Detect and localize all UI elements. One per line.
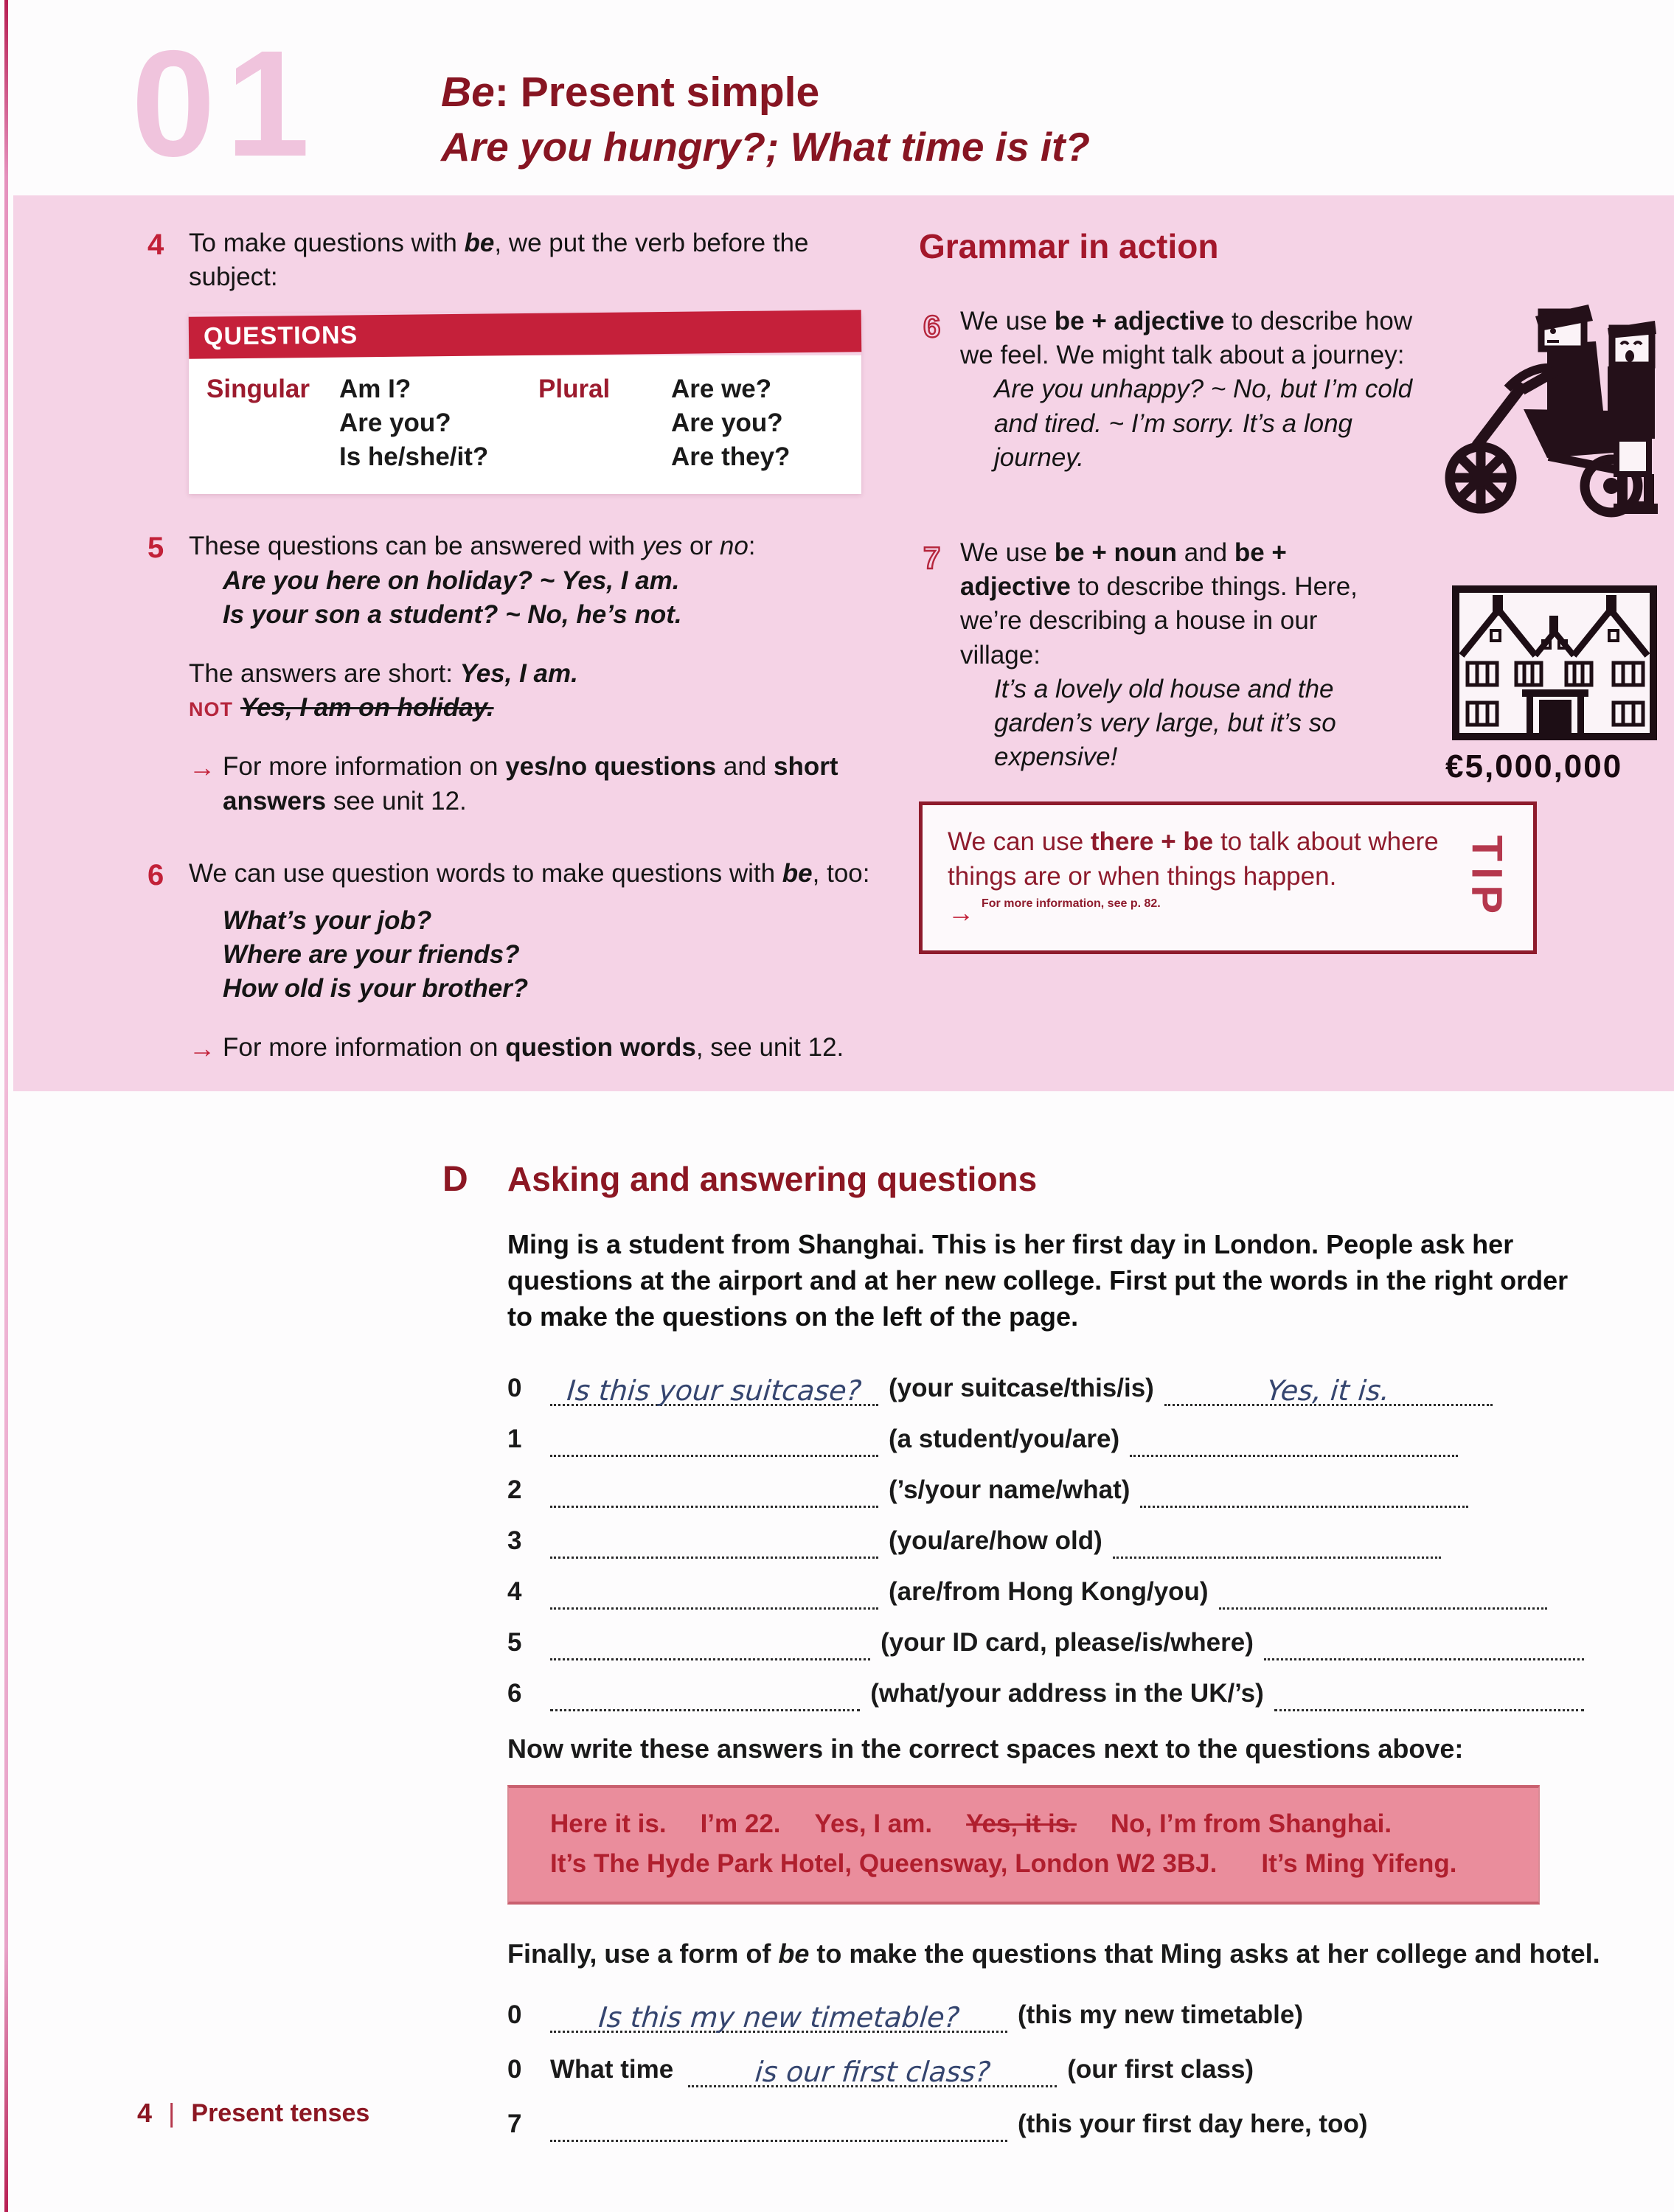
question-start: What time — [550, 2055, 674, 2084]
grammar-in-action-heading: Grammar in action — [919, 227, 1219, 265]
not-line — [189, 691, 885, 725]
finally-instruction: Finally, use a form of be to make the questions that Ming asks at her college and hotel. — [507, 1938, 1600, 1969]
exercise-row: 1 (a student/you/are) — [507, 1419, 1584, 1457]
question-blank — [550, 1571, 878, 1610]
arrow-icon: → — [189, 752, 215, 783]
exercise-row: 2 (’s/your name/what) — [507, 1470, 1584, 1508]
house-price: €5,000,000 — [1445, 748, 1623, 785]
footer-section-title: Present tenses — [191, 2098, 370, 2127]
point-lead: We use be + adjective to describe how we feel. We might talk about a journey: — [960, 307, 1413, 370]
exercise-items — [507, 1368, 1584, 1711]
question-blank — [550, 1622, 870, 1660]
unit-title-block — [441, 68, 1090, 171]
example-sentence: Are you here on holiday? ~ Yes, I am. — [223, 566, 680, 595]
wrong-answer: Yes, I am on holiday. — [240, 693, 494, 723]
answers-line-1: Here it is. I’m 22. Yes, I am. Yes, it is. No, I’m from Shanghai. — [550, 1809, 1392, 1838]
point-text: To make questions with be, we put the verb before the subject: — [189, 229, 809, 292]
question-blank — [550, 1994, 1007, 2033]
answer-blank — [1140, 1470, 1468, 1508]
grammar-point-4 — [147, 226, 885, 294]
exercise-row: 0 What time is our first class? (our first class) — [507, 2049, 1584, 2087]
example-sentence: Are you unhappy? ~ No, but I’m cold and tired. ~ I’m sorry. It’s a long journey. — [994, 375, 1413, 472]
point-number: 6 — [147, 858, 164, 891]
word-prompt: (you/are/how old) — [889, 1526, 1102, 1555]
exercise-row: 3 (you/are/how old) — [507, 1520, 1584, 1559]
question-blank — [550, 1419, 878, 1457]
handwritten-answer: Yes, it is. — [1265, 1374, 1392, 1407]
point-text — [960, 536, 1403, 774]
word-prompt: (this my new timetable) — [1018, 2000, 1304, 2030]
example-sentence: Is your son a student? ~ No, he’s not. — [223, 599, 682, 629]
point-text — [189, 529, 885, 818]
questions-table-body — [189, 355, 861, 494]
section-letter: D — [442, 1160, 468, 1199]
question-blank — [688, 2049, 1057, 2087]
answer-blank — [1130, 1419, 1458, 1457]
tip-text: We can use there + be to talk about where things are or when things happen. — [948, 827, 1439, 891]
example-sentence: Where are your friends? — [223, 940, 520, 970]
answer-blank — [1113, 1520, 1441, 1559]
word-prompt: (our first class) — [1067, 2055, 1254, 2084]
not-label: NOT — [189, 698, 233, 721]
question-blank — [550, 1673, 860, 1711]
exercise-row: 0 Is this my new timetable? (this my new timetable) — [507, 1994, 1584, 2033]
tip-vertical-label: TIP — [1462, 835, 1511, 920]
grammar-action-point-7 — [919, 536, 1435, 774]
house-illustration — [1451, 585, 1658, 747]
tip-cross-reference: → For more information, see p. 82. — [948, 897, 1161, 928]
cross-reference: → For more information on yes/no questions and short answers see unit 12. — [189, 750, 885, 818]
exercise-row: 6 (what/your address in the UK/’s) — [507, 1673, 1584, 1711]
grammar-action-point-6 — [919, 305, 1479, 475]
plural-cell: Are we? — [671, 375, 772, 404]
word-prompt: (your ID card, please/is/where) — [881, 1627, 1254, 1657]
questions-table — [189, 313, 861, 494]
hollow-number-6 — [919, 305, 960, 475]
point-text — [189, 857, 869, 1066]
answers-line-2: It’s The Hyde Park Hotel, Queensway, London W2 3BJ. It’s Ming Yifeng. — [550, 1849, 1457, 1879]
section-heading: Asking and answering questions — [507, 1160, 1038, 1198]
word-prompt: (’s/your name/what) — [889, 1475, 1131, 1504]
answer-blank — [1274, 1673, 1584, 1711]
page-number: 4 — [137, 2098, 153, 2128]
footer-divider: | — [168, 2098, 176, 2128]
grammar-point-6 — [147, 857, 885, 1066]
point-text — [960, 305, 1432, 475]
word-prompt: (are/from Hong Kong/you) — [889, 1576, 1209, 1606]
question-blank — [550, 1368, 878, 1406]
unit-subtitle: Are you hungry?; What time is it? — [441, 124, 1091, 170]
singular-cell: Is he/she/it? — [339, 442, 489, 472]
handwritten-answer: Is this your suitcase? — [566, 1374, 863, 1407]
cross-reference: → For more information on question words, see unit 12. — [189, 1031, 869, 1066]
point-number: 4 — [147, 229, 164, 261]
short-answers-note: The answers are short: Yes, I am. — [189, 658, 578, 688]
point-number: 5 — [147, 532, 164, 565]
arrow-icon: → — [189, 1033, 215, 1064]
question-blank — [550, 1520, 878, 1559]
grammar-point-5 — [147, 529, 885, 818]
unit-number: 01 — [131, 19, 321, 188]
question-blank — [550, 1470, 878, 1508]
plural-label: Plural — [538, 375, 611, 404]
example-sentence: How old is your brother? — [223, 974, 529, 1004]
svg-text:6: 6 — [923, 309, 941, 344]
word-prompt: (what/your address in the UK/’s) — [870, 1678, 1264, 1708]
unit-title: Be: Present simple — [441, 69, 820, 116]
svg-text:7: 7 — [923, 540, 941, 575]
questions-table-header: QUESTIONS — [189, 310, 862, 360]
grammar-left-column — [147, 226, 885, 1066]
singular-cell: Are you? — [339, 408, 451, 438]
plural-cell: Are you? — [671, 408, 783, 438]
tip-box — [919, 801, 1537, 954]
exercise-row: 7 (this your first day here, too) — [507, 2104, 1584, 2142]
exercise-body — [507, 1227, 1600, 2158]
grammar-panel — [13, 195, 1674, 1091]
word-prompt: (your suitcase/this/is) — [889, 1373, 1154, 1402]
final-exercise-items — [507, 1994, 1584, 2142]
handwritten-answer: is our first class? — [753, 2056, 992, 2089]
point-lead: We can use question words to make questions with be, too: — [189, 858, 870, 888]
hollow-number-7 — [919, 536, 960, 774]
point-lead: These questions can be answered with yes or no: — [189, 532, 756, 561]
exercise-instructions: Ming is a student from Shanghai. This is her first day in London. People ask her questions at the airport and at her new college. First put the words in the right order to make the questions on the left of the page. — [507, 1229, 1569, 1332]
example-sentence: It’s a lovely old house and the garden’s very large, but it’s so expensive! — [994, 674, 1336, 772]
answer-blank — [1219, 1571, 1547, 1610]
answer-blank — [1164, 1368, 1493, 1406]
now-write-instruction: Now write these answers in the correct spaces next to the questions above: — [507, 1733, 1464, 1764]
plural-cell: Are they? — [671, 442, 791, 472]
answer-blank — [1264, 1622, 1584, 1660]
singular-label: Singular — [206, 375, 310, 404]
exercise-row: 0 Is this your suitcase? (your suitcase/this/is) Yes, it is. — [507, 1368, 1584, 1406]
used-answer: Yes, it is. — [966, 1809, 1077, 1838]
question-blank — [550, 2104, 1007, 2142]
page-footer — [137, 2098, 369, 2129]
answers-box — [507, 1785, 1540, 1905]
exercise-row: 5 (your ID card, please/is/where) — [507, 1622, 1584, 1660]
page-scan-edge — [4, 0, 8, 2212]
singular-cell: Am I? — [339, 375, 411, 404]
point-lead: We use be + noun and be + adjective to describe things. Here, we’re describing a house in our village: — [960, 538, 1358, 669]
motorcycle-illustration — [1437, 299, 1674, 524]
example-sentence: What’s your job? — [223, 905, 432, 935]
word-prompt: (this your first day here, too) — [1018, 2110, 1368, 2139]
exercise-row: 4 (are/from Hong Kong/you) — [507, 1571, 1584, 1610]
arrow-icon: → — [948, 897, 974, 928]
handwritten-answer: Is this my new timetable? — [597, 2001, 961, 2034]
word-prompt: (a student/you/are) — [889, 1424, 1120, 1453]
